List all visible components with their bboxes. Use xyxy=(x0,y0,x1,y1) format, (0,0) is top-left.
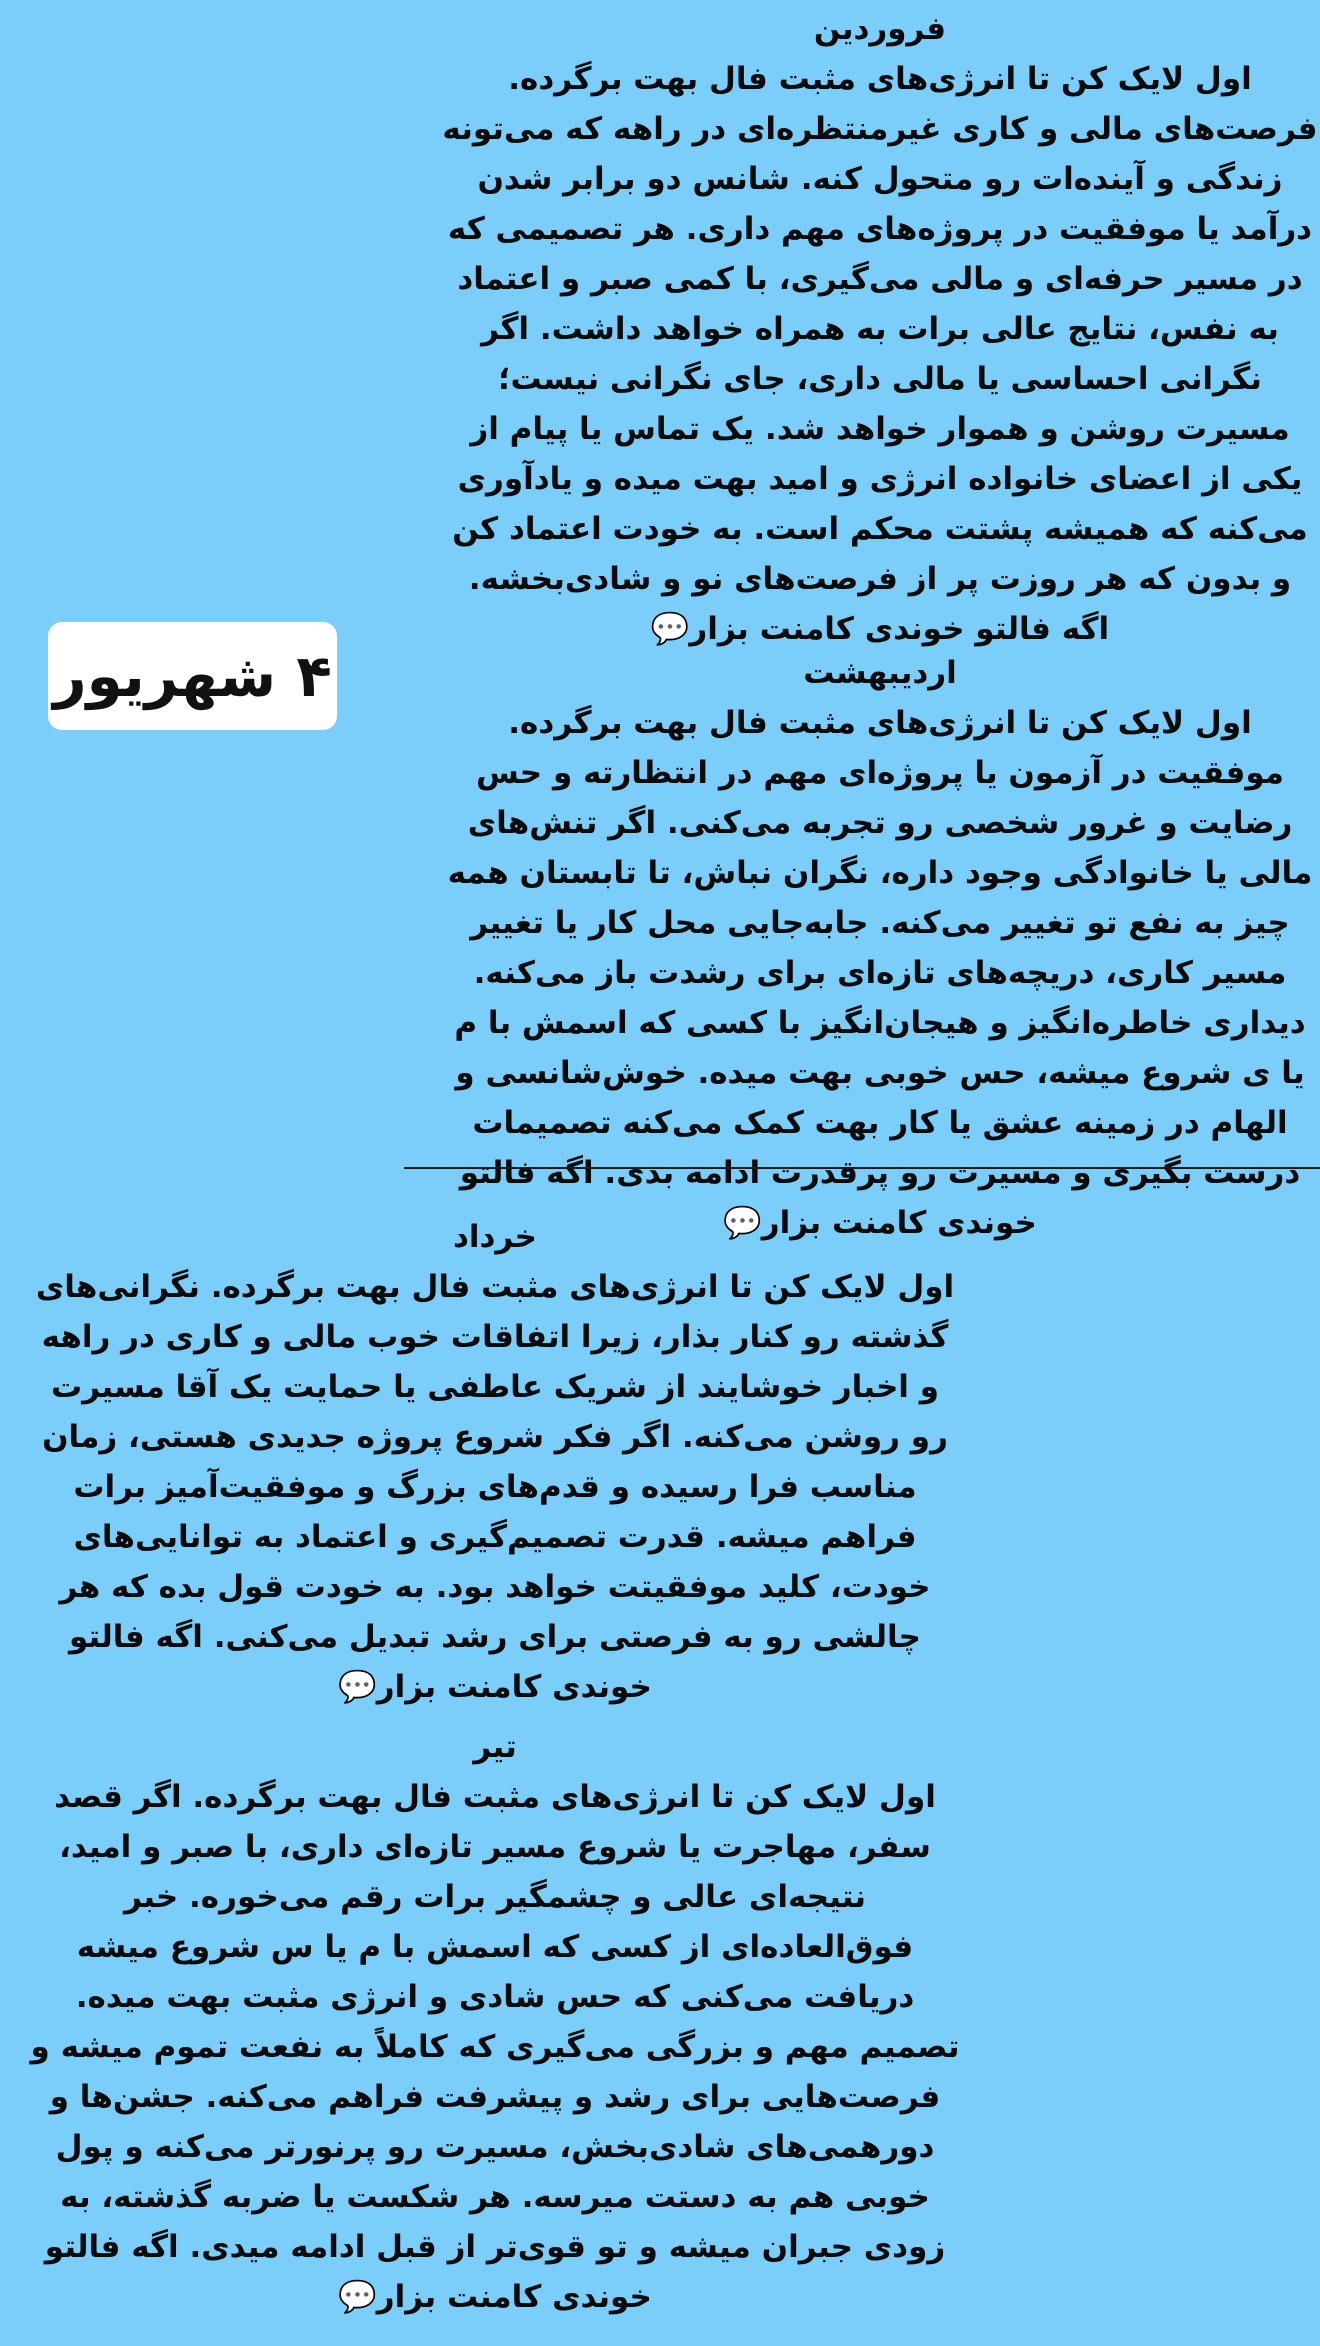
fortune-text-farvardin: اول لایک کن تا انرژی‌های مثبت فال بهت برگرده. فرصت‌های مالی و کاری غیرمنتظره‌ای در راهه که می‌تونه زندگی و آینده‌ات رو متحول کنه. شانس دو برابر شدن درآمد یا موفقیت در پروژه‌های مهم داری. هر تصمیمی که در مسیر حرفه‌ای و مالی می‌گیری، با کمی صبر و اعتماد به نفس، نتایج عالی برات به همراه خواهد داشت. اگر نگرانی احساسی یا مالی داری، جای نگرانی نیست؛ مسیرت روشن و هموار خواهد شد. یک تماس یا پیام از یکی از اعضای خانواده انرژی و امید بهت میده و یادآوری می‌کنه که همیشه پشتت محکم است. به خودت اعتماد کن و بدون که هر روزت پر از فرصت‌های نو و شادی‌بخشه. اگه فالتو خوندی کامنت بزار💬 xyxy=(442,61,1318,647)
horoscope-khordad xyxy=(30,1212,960,1712)
horoscope-ordibehesht xyxy=(440,648,1320,1248)
month-title-tir: تیر xyxy=(473,1729,517,1765)
month-title-khordad: خرداد xyxy=(452,1219,538,1255)
fortune-text-khordad: اول لایک کن تا انرژی‌های مثبت فال بهت برگرده. نگرانی‌های گذشته رو کنار بذار، زیرا اتفاقات خوب مالی و کاری در راهه و اخبار خوشایند از شریک عاطفی یا حمایت یک آقا مسیرت رو روشن می‌کنه. اگر فکر شروع پروژه جدیدی هستی، زمان مناسب فرا رسیده و قدم‌های بزرگ و موفقیت‌آمیز برات فراهم میشه. قدرت تصمیم‌گیری و اعتماد به توانایی‌های خودت، کلید موفقیتت خواهد بود. به خودت قول بده که هر چالشی رو به فرصتی برای رشد تبدیل می‌کنی. اگه فالتو خوندی کامنت بزار💬 xyxy=(35,1269,955,1705)
fortune-text-ordibehesht: اول لایک کن تا انرژی‌های مثبت فال بهت برگرده. موفقیت در آزمون یا پروژه‌ای مهم در انتظارته و حس رضایت و غرور شخصی رو تجربه می‌کنی. اگر تنش‌های مالی یا خانوادگی وجود داره، نگران نباش، تا تابستان همه چیز به نفع تو تغییر می‌کنه. جابه‌جایی محل کار یا تغییر مسیر کاری، دریچه‌های تازه‌ای برای رشدت باز می‌کنه. دیداری خاطره‌انگیز و هیجان‌انگیز با کسی که اسمش با م یا ی شروع میشه، حس خوبی بهت میده. خوش‌شانسی و الهام در زمینه عشق یا کار بهت کمک می‌کنه تصمیمات درست بگیری و مسیرت رو پرقدرت ادامه بدی. اگه فالتو خوندی کامنت بزار💬 xyxy=(447,705,1313,1241)
date-badge: ۴ شهریور xyxy=(48,622,337,730)
month-title-farvardin: فروردین xyxy=(813,11,947,47)
horoscope-farvardin xyxy=(440,4,1320,654)
horoscope-tir xyxy=(30,1722,960,2322)
fortune-text-tir: اول لایک کن تا انرژی‌های مثبت فال بهت برگرده. اگر قصد سفر، مهاجرت یا شروع مسیر تازه‌ای داری، با صبر و امید، نتیجه‌ای عالی و چشمگیر برات رقم می‌خوره. خبر فوق‌العاده‌ای از کسی که اسمش با م یا س شروع میشه دریافت می‌کنی که حس شادی و انرژی مثبت بهت میده. تصمیم مهم و بزرگی می‌گیری که کاملاً به نفعت تموم میشه و فرصت‌هایی برای رشد و پیشرفت فراهم می‌کنه. جشن‌ها و دورهمی‌های شادی‌بخش، مسیرت رو پرنورتر می‌کنه و پول خوبی هم به دستت میرسه. هر شکست یا ضربه گذشته، به زودی جبران میشه و تو قوی‌تر از قبل ادامه میدی. اگه فالتو خوندی کامنت بزار💬 xyxy=(30,1779,960,2315)
month-title-ordibehesht: اردیبهشت xyxy=(803,655,957,691)
section-divider xyxy=(404,1167,1320,1169)
